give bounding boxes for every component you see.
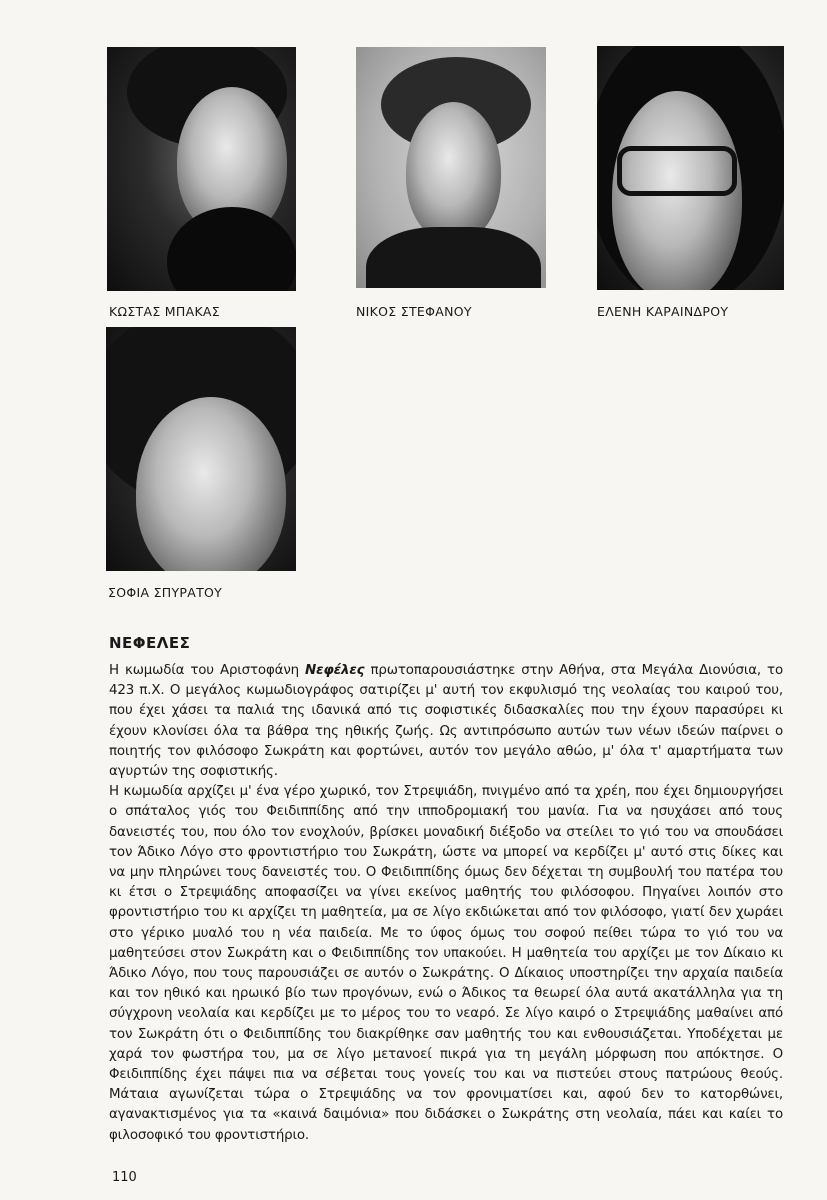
paragraph: Η κωμωδία αρχίζει μ' ένα γέρο χωρικό, τον Στρεψιάδη, πνιγμένο από τα χρέη, που έχει δημιουργήσει ο σπάταλος γιός του Φειδιππίδης από την ιπποδρομιακή του μανία. Για να ησυχάσει από τους δανειστές του, που όλο τον ενοχλούν, βρίσκει μοναδική διέξοδο να στείλει το γιό του να σπουδάσει τον Άδικο Λόγο στο φροντιστήριο του Σωκράτη, ώστε να μπορεί να κερδίζει μ' αυτό στις δίκες και να μην πληρώνει τους δανειστές του. Ο Φειδιππίδης όμως δεν δέχεται τη συμβουλή του πατέρα του κι έτσι ο Στρεψιάδης αποφασίζει να γίνει εκείνος μαθητής του φιλόσοφου. Πηγαίνει λοιπόν στο φροντιστήριο του κι αρχίζει τη μαθητεία, μα σε λίγο εκδιώκεται από τον φιλόσοφο, γιατί δεν χωράει στο γέρικο μυαλό του η νέα παιδεία. Με το ύφος όμως του σοφού πείθει τώρα το γιό του να μαθητεύσει στον Σωκράτη και ο Φειδιππίδης τον υπακούει. Η μαθητεία του αρχίζει με τον Δίκαιο κι Άδικο Λόγο, που τους παρουσιάζει σε αυτόν ο Σωκράτης. Ο Δίκαιος υποστηρίζει την αρχαία παιδεία και τον ηθικό και ηρωικό βίο των προγόνων, ενώ ο Άδικος τα θεωρεί όλα αυτά ακατάλληλα για τη σύγχρονη νεολαία και κερδίζει με το μέρος του το νεαρό. Σε λίγο καιρό ο Στρεψιάδης μαθαίνει από τον Σωκράτη ότι ο Φειδιππίδης του διακρίθηκε σαν μαθητής του και ενθουσιάζεται. Υποδέχεται με χαρά τον φωστήρα του, μα σε λίγο μετανοεί πικρά για τη μεγάλη μόρφωση που απόκτησε. Ο Φειδιππίδης έχει πάψει πια να σέβεται τους γονείς του και να πιστεύει στους πατρώους θεούς. Μάταια αγωνίζεται τώρα ο Στρεψιάδης να τον φρονιματίσει και, αφού δεν το κατορθώνει, αγανακτισμένος για τα «καινά δαιμόνια» που διδάσκει ο Σωκράτης στη νεολαία, πάει και καίει το φιλοσοφικό του φροντιστήριο. [109, 784, 783, 1143]
page-number: 110 [112, 1170, 137, 1185]
portrait-caption: ΚΩΣΤΑΣ ΜΠΑΚΑΣ [109, 304, 220, 319]
portrait-photo-sofia-spyratou [106, 327, 296, 571]
section-title: ΝΕΦΕΛΕΣ [109, 634, 191, 652]
article-body [109, 661, 783, 1146]
portrait-caption: ΕΛΕΝΗ ΚΑΡΑΙΝΔΡΟΥ [597, 304, 729, 319]
play-title: Νεφέλες [305, 663, 365, 678]
glasses-icon [617, 146, 737, 196]
portrait-caption: ΝΙΚΟΣ ΣΤΕΦΑΝΟΥ [356, 304, 472, 319]
paragraph [109, 661, 783, 782]
portrait-photo-eleni-karaindrou [597, 46, 784, 290]
portrait-photo-kostas-bakas [107, 47, 296, 291]
paragraph-text: Η κωμωδία του Αριστοφάνη [109, 663, 306, 678]
paragraph-text: πρωτοπαρουσιάστηκε στην Αθήνα, στα Μεγάλα Διονύσια, το 423 π.Χ. Ο μεγάλος κωμωδιογράφος σατιρίζει μ' αυτή τον εκφυλισμό της νεολαίας του καιρού του, που έχει χάσει τα παλιά της ιδανικά από τις σοφιστικές διδασκαλίες που την έχουν παρασύρει κι έχουν κλονίσει όλα τα βάθρα της ηθικής ζωής. Ως αντιπρόσωπο αυτών των νέων ιδεών παίρνει ο ποιητής τον φιλόσοφο Σωκράτη και φορτώνει, αυτόν τον μεγάλο αθώο, μ' όλα τ' αμαρτήματα των αγυρτών της σοφιστικής. [109, 663, 783, 780]
portrait-photo-nikos-stefanou [356, 47, 546, 288]
portrait-caption: ΣΟΦΙΑ ΣΠΥΡΑΤΟΥ [108, 585, 223, 600]
